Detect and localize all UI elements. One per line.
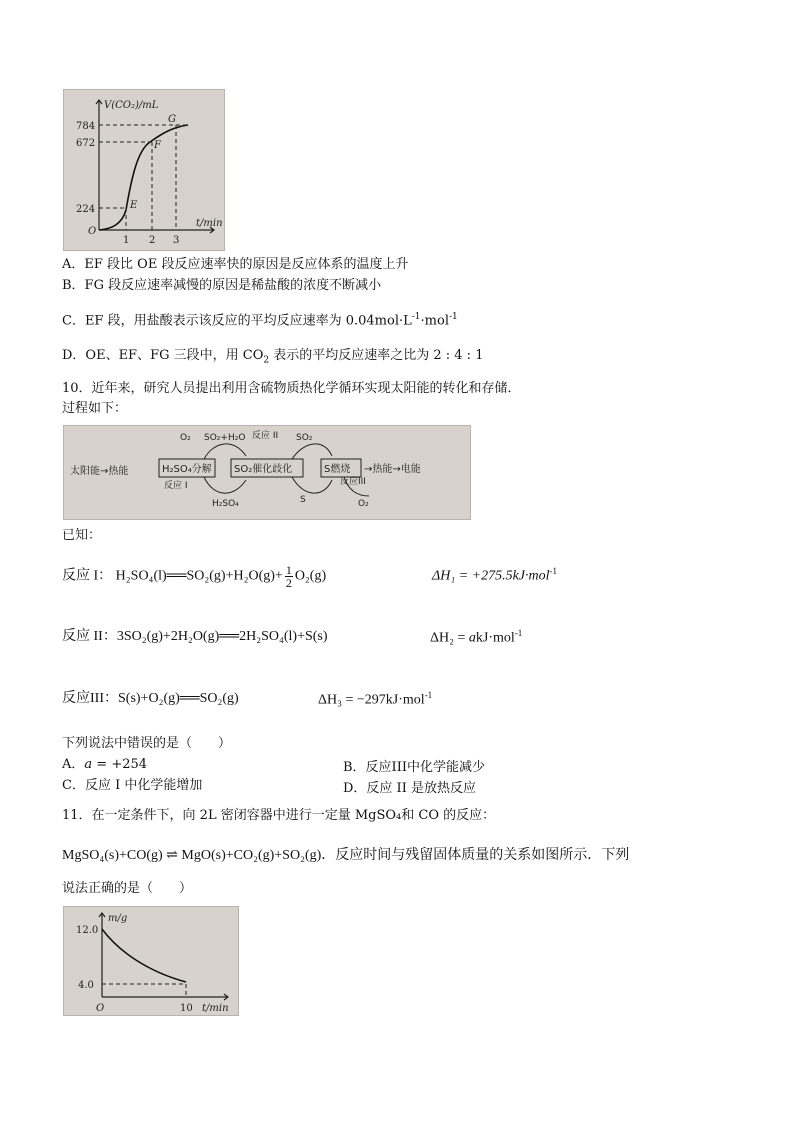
q10-option-d: D．反应 II 是放热反应 xyxy=(343,781,476,796)
q9-option-a: A．EF 段比 OE 段反应速率快的原因是反应体系的温度上升 xyxy=(62,257,409,272)
graph1-x-tick: 3 xyxy=(173,235,180,246)
graph1-y-tick: 784 xyxy=(76,121,96,132)
reaction-2-equation: 反应 II：3SO₂(g)+2H₂O(g)══2H₂SO₄(l)+S(s) xyxy=(62,629,328,644)
diagram-output: →热能→电能 xyxy=(364,464,421,475)
graph2-y-label: m/g xyxy=(108,913,128,924)
graph1-x-label: t/min xyxy=(196,218,223,229)
q10-option-b: B．反应III中化学能减少 xyxy=(343,760,485,775)
q10-question: 下列说法中错误的是（ ） xyxy=(62,736,232,751)
diagram-reaction-1: 反应 I xyxy=(164,481,188,491)
diagram-reaction-3: 反应III xyxy=(340,477,366,487)
graph2-origin: O xyxy=(96,1003,105,1014)
q10-stem-line1: 10．近年来，研究人员提出利用含硫物质热化学循环实现太阳能的转化和存储． xyxy=(62,381,521,396)
diagram-box-h2so4: H₂SO₄分解 xyxy=(162,464,212,475)
graph-solid-mass xyxy=(63,906,239,1016)
graph-co2-volume xyxy=(63,89,225,251)
q10-option-a: A．a = +254 xyxy=(62,757,148,772)
graph1-point-e: E xyxy=(130,200,138,211)
graph2-y-tick: 4.0 xyxy=(78,980,94,991)
graph2-x-label: t/min xyxy=(202,1003,229,1014)
graph1-y-tick: 672 xyxy=(76,138,96,149)
diagram-box-s: S燃烧 xyxy=(324,464,351,475)
graph1-y-label: V(CO₂)/mL xyxy=(104,100,159,111)
graph2-y-tick: 12.0 xyxy=(76,925,99,936)
q10-stem-line2: 过程如下： xyxy=(62,401,128,416)
graph1-x-tick: 2 xyxy=(149,235,156,246)
reaction-1-enthalpy: ΔH₁ = +275.5kJ·mol$^{-1}$ xyxy=(432,566,558,584)
diagram-h2so4: H₂SO₄ xyxy=(212,499,239,509)
diagram-so2-h2o: SO₂+H₂O xyxy=(204,433,246,443)
diagram-o2-bottom: O₂ xyxy=(358,499,369,509)
reaction-1-equation: 反应 I： H₂SO₄(l)══SO₂(g)+H₂O(g)+ $\frac{1}{2}$ O₂(g) xyxy=(62,563,327,590)
known-label: 已知： xyxy=(62,528,102,543)
diagram-box-so2: SO₂催化歧化 xyxy=(234,464,293,475)
diagram-sun-energy: 太阳能→热能 xyxy=(70,466,129,477)
q9-option-d: D．OE、EF、FG 三段中，用 $CO_2$ 表示的平均反应速率之比为 2 : 4 : 1 xyxy=(62,348,484,366)
diagram-o2-top: O₂ xyxy=(180,433,191,443)
q11-stem-line3: 说法正确的是（ ） xyxy=(62,881,193,896)
reaction-3-equation: 反应III：S(s)+O₂(g)══SO₂(g) xyxy=(62,691,239,706)
q9-option-c: C．EF 段，用盐酸表示该反应的平均反应速率为 $0.04mol\cdot L^{-1}\cdot mol^{-1}$ xyxy=(62,312,458,329)
sulfur-cycle-diagram xyxy=(63,425,471,520)
reaction-2-enthalpy: ΔH₂ = akJ·mol$^{-1}$ xyxy=(430,628,523,646)
graph1-x-tick: 1 xyxy=(123,235,130,246)
graph1-point-f: F xyxy=(154,140,161,151)
diagram-s: S xyxy=(300,495,306,505)
graph2-x-tick: 10 xyxy=(180,1003,193,1014)
q11-equation: MgSO₄(s)+CO(g) ⇌ MgO(s)+CO₂(g)+SO₂(g)．反应时间与残留固体质量的关系如图所示．下列 xyxy=(62,848,630,863)
reaction-3-enthalpy: ΔH₃ = −297kJ·mol$^{-1}$ xyxy=(318,690,433,708)
graph1-y-tick: 224 xyxy=(76,204,96,215)
q9-option-b: B．FG 段反应速率减慢的原因是稀盐酸的浓度不断减小 xyxy=(62,278,382,293)
diagram-so2-top: SO₂ xyxy=(296,433,313,443)
diagram-reaction-2: 反应 II xyxy=(252,431,279,441)
graph1-point-g: G xyxy=(168,114,176,125)
graph1-origin: O xyxy=(88,226,97,237)
q10-option-c: C．反应 I 中化学能增加 xyxy=(62,778,203,793)
q11-stem-line1: 11．在一定条件下，向 2L 密闭容器中进行一定量 MgSO₄和 CO 的反应： xyxy=(62,808,496,823)
